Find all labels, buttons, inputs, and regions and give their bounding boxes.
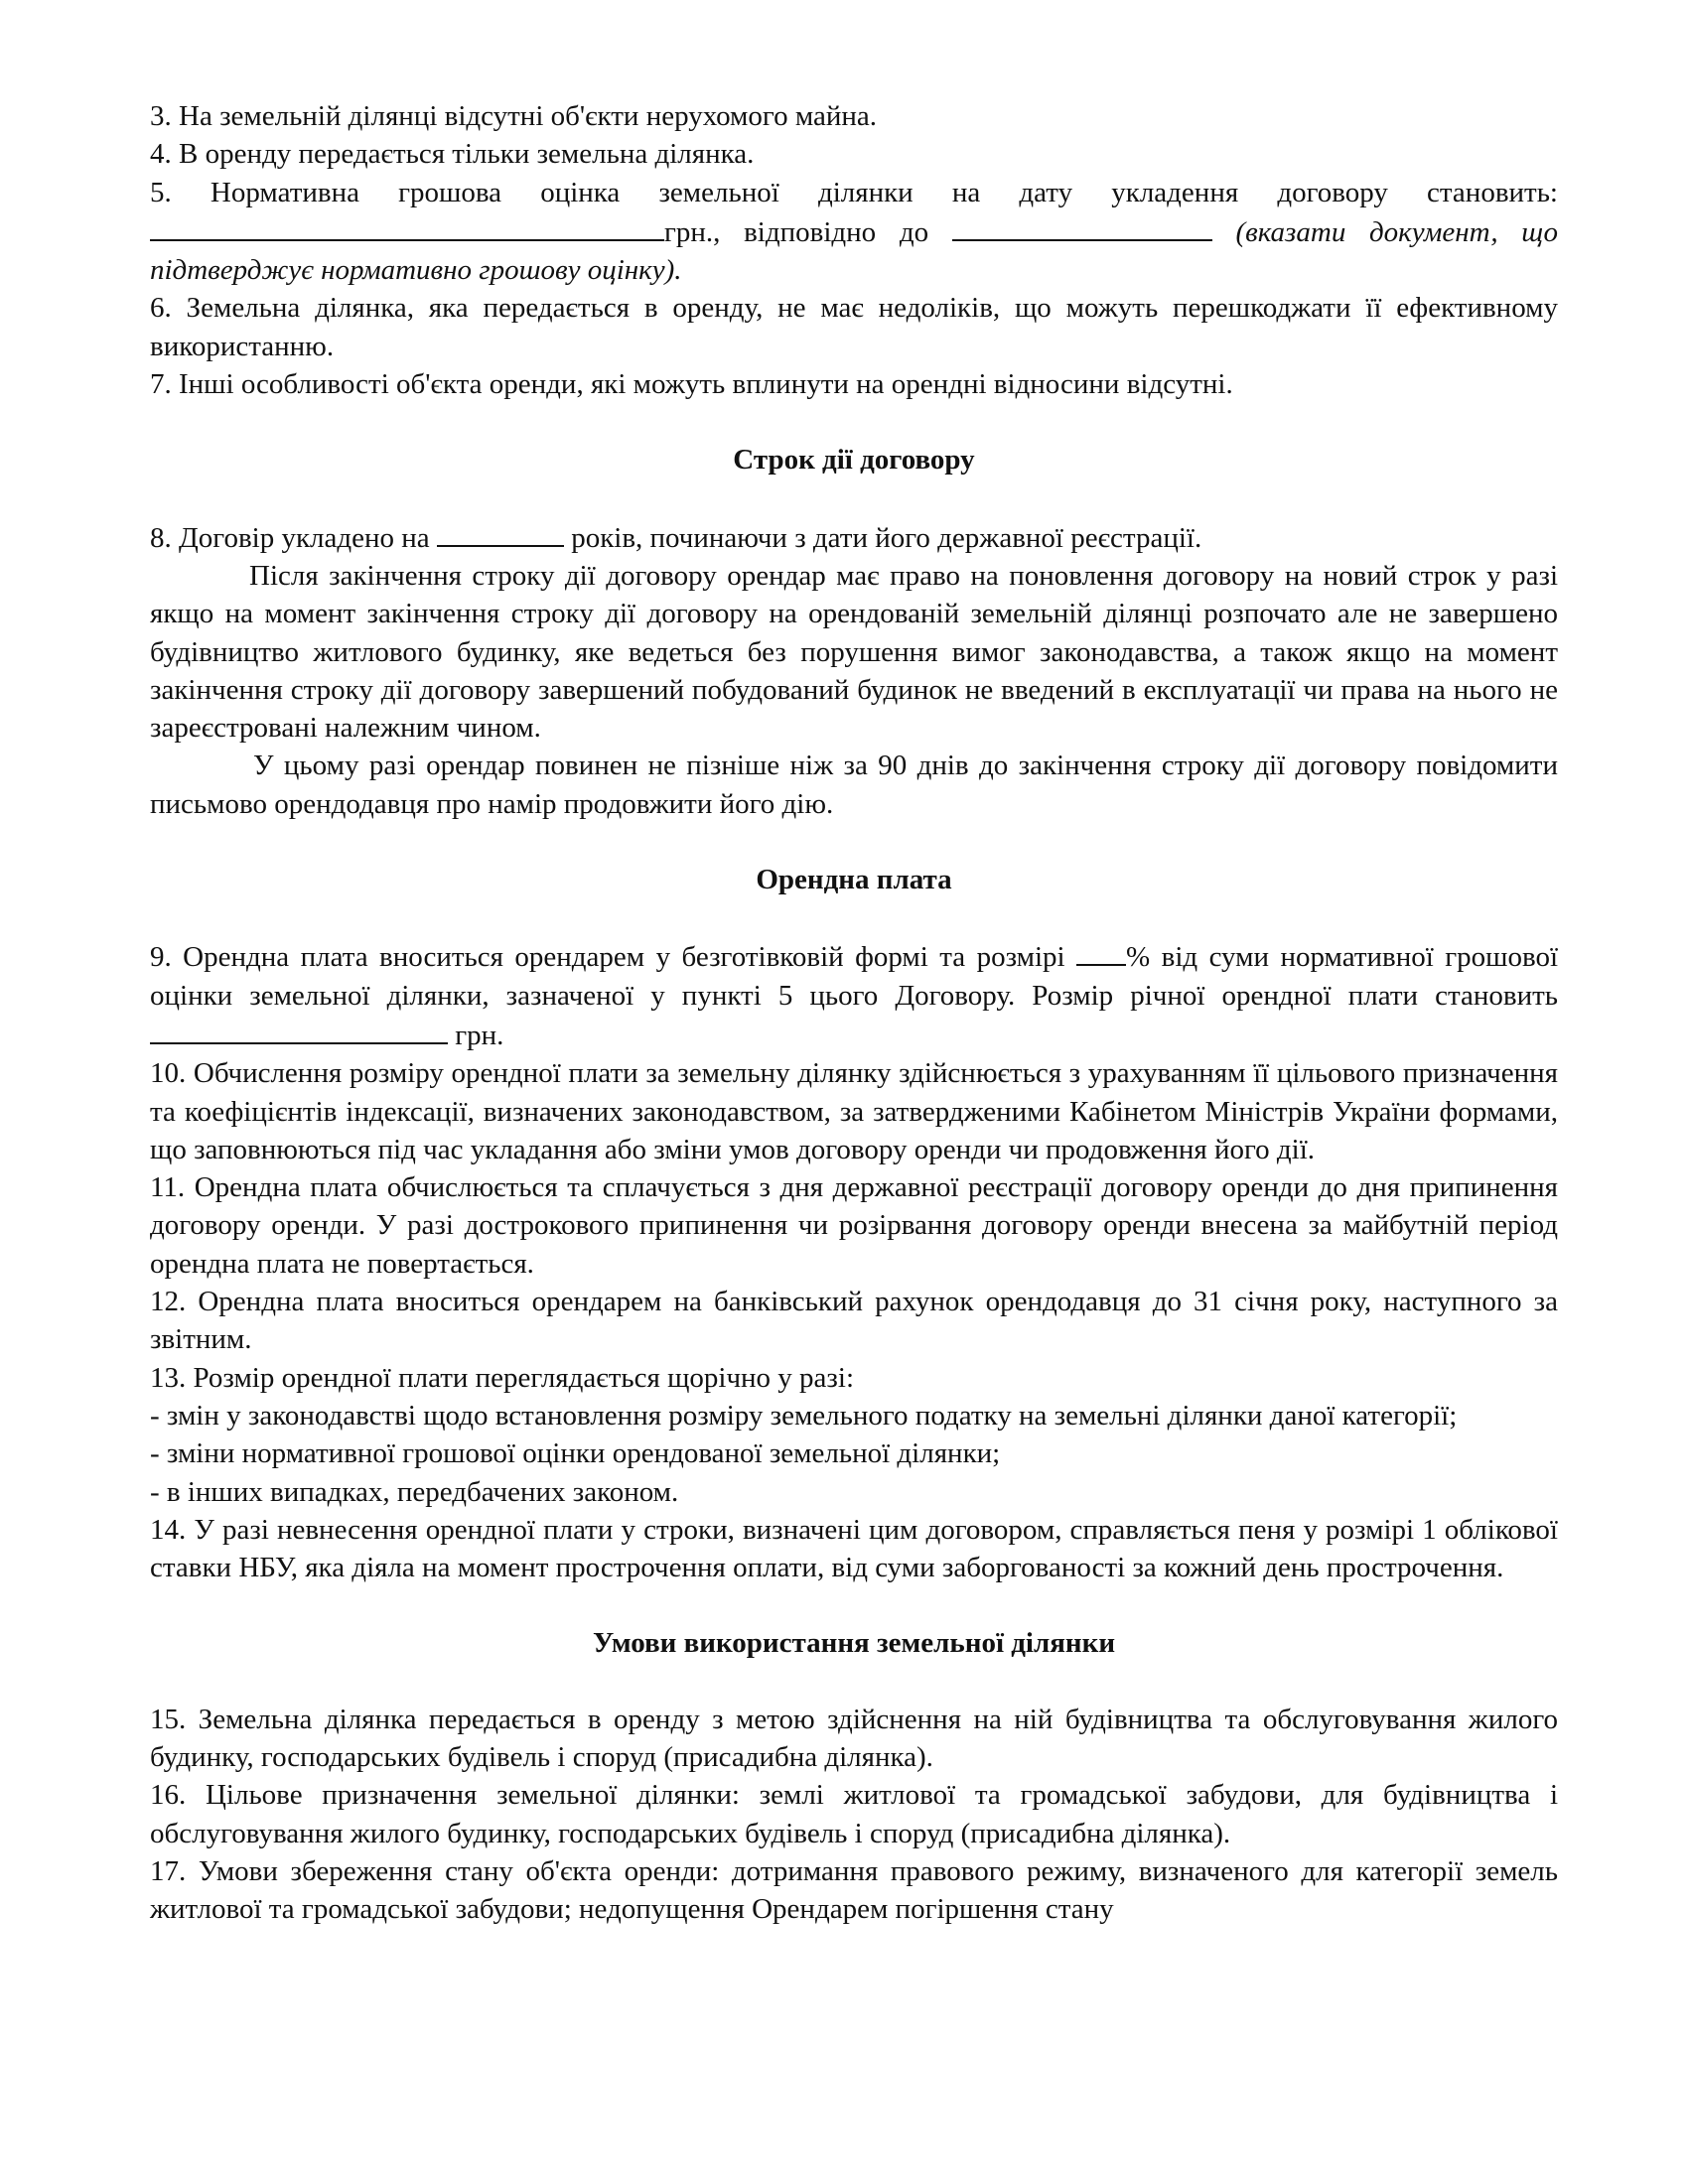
clause-7: 7. Інші особливості об'єкта оренди, які можуть вплинути на орендні відносини відсутні. [150,368,1233,401]
clause-9-currency: грн. [455,1019,504,1051]
clause-16: 16. Цільове призначення земельної ділянки: землі житлової та громадської забудови, для будівництва і обслуговування жилого будинку, господарських будівель і споруд (присадибна ділянка). [150,1779,1558,1849]
clause-8-notice: У цьому разі орендар повинен не пізніше ніж за 90 днів до закінчення строку дії договору повідомити письмово орендодавця про намір продовжити його дію. [150,750,1558,820]
clause-8-text-end: років, починаючи з дати його державної реєстрації. [571,521,1202,554]
clause-9 [150,936,1558,1054]
heading-contract-term: Строк дії договору [733,444,975,477]
clause-5-text: 5. Нормативна грошова оцінка земельної ділянки на дату укладення договору становить: [150,176,1558,208]
clause-3: 3. На земельній ділянці відсутні об'єкти нерухомого майна. [150,100,878,132]
clause-11: 11. Орендна плата обчислюється та сплачується з дня державної реєстрації договору оренди до дня припинення договору оренди. У разі дострокового припинення чи розірвання договору оренди внесена за майбутній період орендна плата не повертається. [150,1171,1558,1280]
annual-rent-blank [150,1015,448,1044]
clause-10: 10. Обчислення розміру орендної плати за земельну ділянку здійснюється з урахуванням її цільового призначення та коефіцієнтів індексації, визначених законодавством, за затвердженими Кабінетом Міністрів України формами, що заповнюються під час укладання або зміни умов договору оренди чи продовження його дії. [150,1057,1558,1165]
clause-13: 13. Розмір орендної плати переглядається щорічно у разі: [150,1361,854,1394]
valuation-amount-blank [150,211,664,241]
heading-land-use: Умови використання земельної ділянки [592,1627,1116,1660]
clause-8-text: 8. Договір укладено на [150,521,430,554]
clause-9-text-mid: % від суми нормативної грошової оцінки земельної ділянки, зазначеної у пункті 5 цього Договору. Розмір річної орендної плати становить [150,941,1558,1012]
document-page [150,97,1558,1928]
clause-17: 17. Умови збереження стану об'єкта оренди: дотримання правового режиму, визначеного для категорії земель житлової та громадської забудови; недопущення Орендарем погіршення стану [150,1854,1558,1926]
heading-rent: Орендна плата [756,864,952,896]
clause-13-item-3: - в інших випадках, передбачених законом. [150,1475,679,1508]
clause-4: 4. В оренду передається тільки земельна ділянка. [150,138,755,171]
clause-13-item-1: - змін у законодавстві щодо встановлення розміру земельного податку на земельні ділянки даної категорії; [150,1399,1458,1432]
clause-15: 15. Земельна ділянка передається в оренду з метою здійснення на ній будівництва та обслуговування жилого будинку, господарських будівель і споруд (присадибна ділянка). [150,1703,1558,1773]
clause-9-text: 9. Орендна плата вноситься орендарем у безготівковій формі та розмірі [150,941,1065,974]
clause-13-item-2: - зміни нормативної грошової оцінки орендованої земельної ділянки; [150,1437,1001,1470]
clause-5 [150,174,1558,290]
clause-14: 14. У разі невнесення орендної плати у строки, визначені цим договором, справляється пеня у розмірі 1 облікової ставки НБУ, яка діяла на момент прострочення оплати, від суми заборгованості за кожний день прострочення. [150,1513,1558,1584]
clause-8-renewal: Після закінчення строку дії договору орендар має право на поновлення договору на новий строк у разі якщо на момент закінчення строку дії договору на орендованій земельній ділянці розпочато але не завершено будівництво житлового будинку, яке ведеться без порушення вимог законодавства, а також якщо на момент закінчення строку дії договору завершений побудований будинок не введений в експлуатації чи права на нього не зареєстровані належним чином. [150,559,1558,745]
clause-5-note: (вказати документ, що підтверджує нормативно грошову оцінку). [150,215,1558,287]
clause-8 [150,517,1558,557]
clause-12: 12. Орендна плата вноситься орендарем на банківський рахунок орендодавця до 31 січня року, наступного за звітним. [150,1286,1558,1356]
term-years-blank [437,517,564,547]
valuation-document-blank [952,211,1212,241]
clause-6: 6. Земельна ділянка, яка передається в оренду, не має недоліків, що можуть перешкоджати її ефективному використанню. [150,292,1558,362]
rent-percent-blank [1076,936,1126,966]
clause-5-currency: грн., відповідно до [664,215,929,248]
